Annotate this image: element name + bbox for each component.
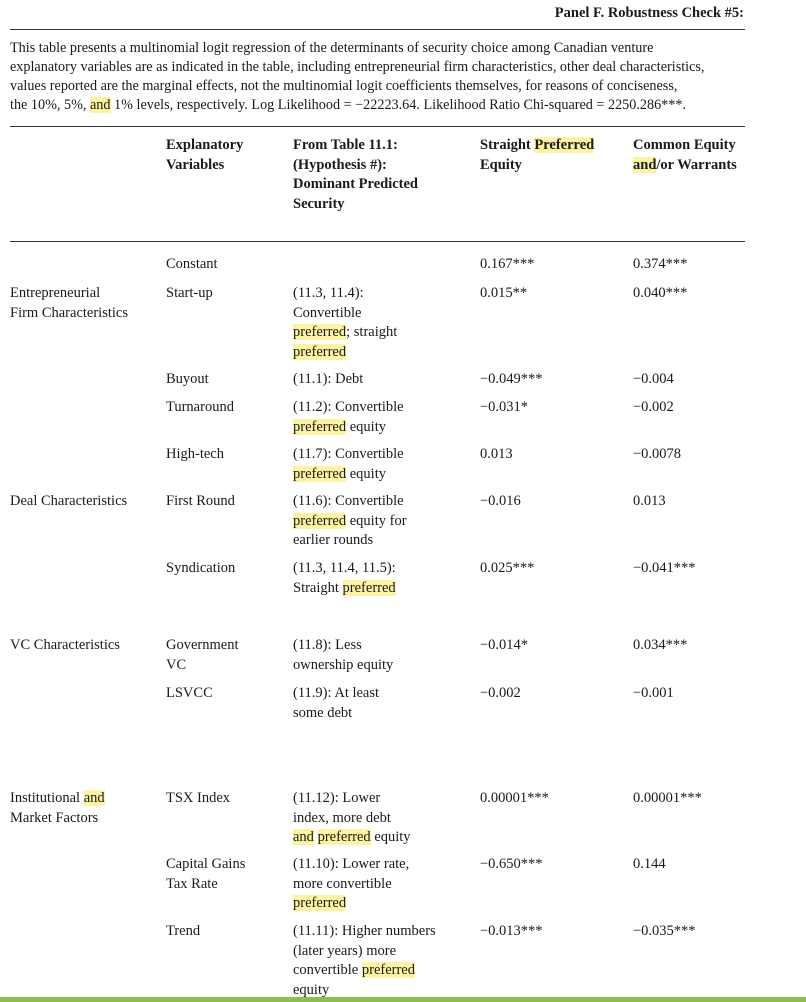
row-hypothesis-line: (11.6): Convertible: [293, 493, 404, 509]
row-value-common-equity: −0.004: [633, 371, 674, 387]
row-value-common-equity: 0.00001***: [633, 790, 702, 806]
row-hypothesis-line: [293, 894, 468, 914]
header-rule: [10, 241, 745, 242]
row-hypothesis-line: preferred equity for: [293, 512, 407, 529]
row-variable: [166, 445, 286, 465]
header-line: Dominant Predicted: [293, 176, 418, 192]
row-variable: [166, 492, 286, 512]
row-group-label: [10, 636, 160, 656]
row-hypothesis: [293, 445, 468, 484]
row-variable-line: High-tech: [166, 446, 224, 462]
row-hypothesis-line: (11.3, 11.4, 11.5):: [293, 560, 396, 576]
row-hypothesis-line: (11.10): Lower rate,: [293, 856, 410, 872]
row-hypothesis: [293, 284, 468, 362]
row-group-label-line: Market Factors: [10, 809, 99, 826]
row-value-straight-preferred: 0.167***: [480, 256, 535, 272]
row-hypothesis-line: earlier rounds: [293, 532, 374, 548]
row-hypothesis-line: preferred equity: [293, 465, 386, 482]
row-hypothesis-line: (11.1): Debt: [293, 371, 364, 387]
search-highlight: and: [633, 156, 657, 173]
row-hypothesis-line: (11.2): Convertible: [293, 399, 404, 415]
row-group-label-line: Institutional and: [10, 790, 105, 806]
row-hypothesis-line: Straight preferred: [293, 579, 396, 596]
row-hypothesis: [293, 922, 468, 1000]
bottom-accent-bar: [0, 997, 806, 1002]
row-hypothesis: [293, 855, 468, 914]
header-straight-preferred: [480, 136, 620, 175]
row-value-straight-preferred: −0.013***: [480, 923, 543, 939]
row-variable: [166, 684, 286, 704]
caption-line: explanatory variables are as indicated in the table, including entrepreneurial firm characteristics, other deal characteristics,: [10, 59, 705, 75]
caption-line: the 10%, 5%, and 1% levels, respectively. Log Likelihood = −22223.64. Likelihood Ratio Chi-squared = 2250.286***.: [10, 97, 687, 113]
row-variable-line: TSX Index: [166, 790, 231, 806]
row-hypothesis: [293, 684, 468, 723]
row-variable: [166, 284, 286, 304]
row-group-label-line: VC Characteristics: [10, 637, 120, 653]
row-hypothesis-line: (11.12): Lower: [293, 790, 381, 806]
header-common-equity: [633, 136, 773, 175]
search-highlight: preferred: [293, 512, 347, 529]
header-line: Straight Preferred: [480, 137, 595, 153]
header-explanatory-variables: [166, 136, 286, 175]
search-highlight: preferred: [293, 465, 347, 482]
row-value-straight-preferred: −0.650***: [480, 856, 543, 872]
row-variable: [166, 370, 286, 390]
row-hypothesis-line: (11.8): Less: [293, 637, 362, 653]
row-hypothesis-line: (11.11): Higher numbers: [293, 923, 436, 939]
row-value-common-equity: −0.035***: [633, 923, 696, 939]
search-highlight: preferred: [293, 895, 347, 911]
search-highlight: preferred: [293, 418, 347, 435]
row-hypothesis: [293, 789, 468, 848]
row-group-label: [10, 284, 160, 323]
row-hypothesis: [293, 370, 468, 390]
row-hypothesis-line: ownership equity: [293, 656, 394, 673]
row-variable-line: Tax Rate: [166, 875, 218, 892]
row-value-straight-preferred: 0.025***: [480, 560, 535, 576]
row-variable-line: VC: [166, 656, 187, 673]
row-hypothesis-line: more convertible: [293, 875, 392, 892]
row-variable-line: Capital Gains: [166, 856, 246, 872]
row-group-label-line: Entrepreneurial: [10, 285, 101, 301]
row-hypothesis-line: (11.3, 11.4):: [293, 285, 364, 301]
row-variable-line: Start-up: [166, 285, 213, 301]
row-group-label: [10, 492, 160, 512]
row-hypothesis-line: some debt: [293, 704, 353, 721]
row-value-straight-preferred: 0.00001***: [480, 790, 549, 806]
row-hypothesis-line: index, more debt: [293, 809, 391, 826]
row-value-common-equity: −0.002: [633, 399, 674, 415]
row-hypothesis-line: (11.7): Convertible: [293, 446, 404, 462]
row-value-common-equity: 0.034***: [633, 637, 688, 653]
row-value-common-equity: 0.374***: [633, 256, 688, 272]
row-variable-line: Constant: [166, 256, 218, 272]
row-variable-line: Government: [166, 637, 239, 653]
row-variable: [166, 789, 286, 809]
row-value-straight-preferred: −0.049***: [480, 371, 543, 387]
row-hypothesis: [293, 636, 468, 675]
row-variable-line: First Round: [166, 493, 235, 509]
row-hypothesis-line: convertible preferred: [293, 962, 415, 978]
row-variable: [166, 922, 286, 942]
row-variable: [166, 559, 286, 579]
row-value-common-equity: −0.001: [633, 685, 674, 701]
header-line: and/or Warrants: [633, 156, 737, 173]
header-line: Security: [293, 195, 345, 212]
header-line: Explanatory: [166, 137, 244, 153]
row-group-label-line: Deal Characteristics: [10, 493, 128, 509]
row-variable: [166, 636, 286, 675]
search-highlight: and: [83, 790, 105, 806]
row-variable: [166, 855, 286, 894]
row-value-straight-preferred: −0.016: [480, 493, 521, 509]
row-variable-line: Buyout: [166, 371, 209, 387]
row-hypothesis-line: (later years) more: [293, 942, 397, 959]
row-hypothesis-line: and preferred equity: [293, 829, 411, 845]
row-hypothesis-line: Convertible: [293, 304, 362, 321]
row-hypothesis-line: preferred equity: [293, 418, 386, 435]
row-group-label: [10, 789, 160, 828]
row-value-straight-preferred: 0.015**: [480, 285, 528, 301]
search-highlight: preferred: [293, 324, 347, 340]
row-value-straight-preferred: −0.002: [480, 685, 521, 701]
row-hypothesis: [293, 492, 468, 551]
search-highlight: preferred: [342, 579, 396, 596]
row-value-common-equity: −0.041***: [633, 560, 696, 576]
row-variable: [166, 255, 286, 275]
header-line: Variables: [166, 156, 225, 173]
row-variable-line: Syndication: [166, 560, 236, 576]
row-value-common-equity: 0.013: [633, 493, 666, 509]
search-highlight: and: [90, 97, 111, 113]
table-caption: [10, 39, 750, 115]
row-value-common-equity: 0.144: [633, 856, 666, 872]
search-highlight: preferred: [361, 962, 415, 978]
row-value-common-equity: 0.040***: [633, 285, 688, 301]
caption-line: This table presents a multinomial logit regression of the determinants of security choice among Canadian venture: [10, 40, 654, 56]
search-highlight: preferred: [293, 343, 347, 360]
row-variable: [166, 398, 286, 418]
header-line: Equity: [480, 156, 522, 173]
row-group-label-line: Firm Characteristics: [10, 304, 128, 321]
row-hypothesis-line: [293, 343, 468, 363]
row-value-straight-preferred: −0.014*: [480, 637, 529, 653]
row-variable-line: LSVCC: [166, 685, 213, 701]
row-value-common-equity: −0.0078: [633, 446, 682, 462]
row-value-straight-preferred: 0.013: [480, 446, 513, 462]
search-highlight: preferred: [317, 829, 371, 845]
row-value-straight-preferred: −0.031*: [480, 399, 529, 415]
search-highlight: and: [293, 829, 314, 845]
row-variable-line: Trend: [166, 923, 201, 939]
header-predicted-security: [293, 136, 468, 214]
header-line: (Hypothesis #):: [293, 156, 387, 173]
top-rule: [10, 29, 745, 30]
panel-title: Panel F. Robustness Check #5:: [554, 5, 744, 21]
header-line: From Table 11.1:: [293, 137, 398, 153]
row-variable-line: Turnaround: [166, 399, 234, 415]
row-hypothesis-line: (11.9): At least: [293, 685, 380, 701]
caption-rule: [10, 126, 745, 127]
search-highlight: Preferred: [534, 137, 595, 153]
header-line: Common Equity: [633, 137, 736, 153]
row-hypothesis-line: preferred; straight: [293, 324, 398, 340]
row-hypothesis-line: equity: [293, 981, 330, 998]
row-hypothesis: [293, 398, 468, 437]
caption-line: values reported are the marginal effects, not the multinomial logit coefficients themselves, for reasons of conciseness,: [10, 78, 678, 94]
row-hypothesis: [293, 559, 468, 598]
